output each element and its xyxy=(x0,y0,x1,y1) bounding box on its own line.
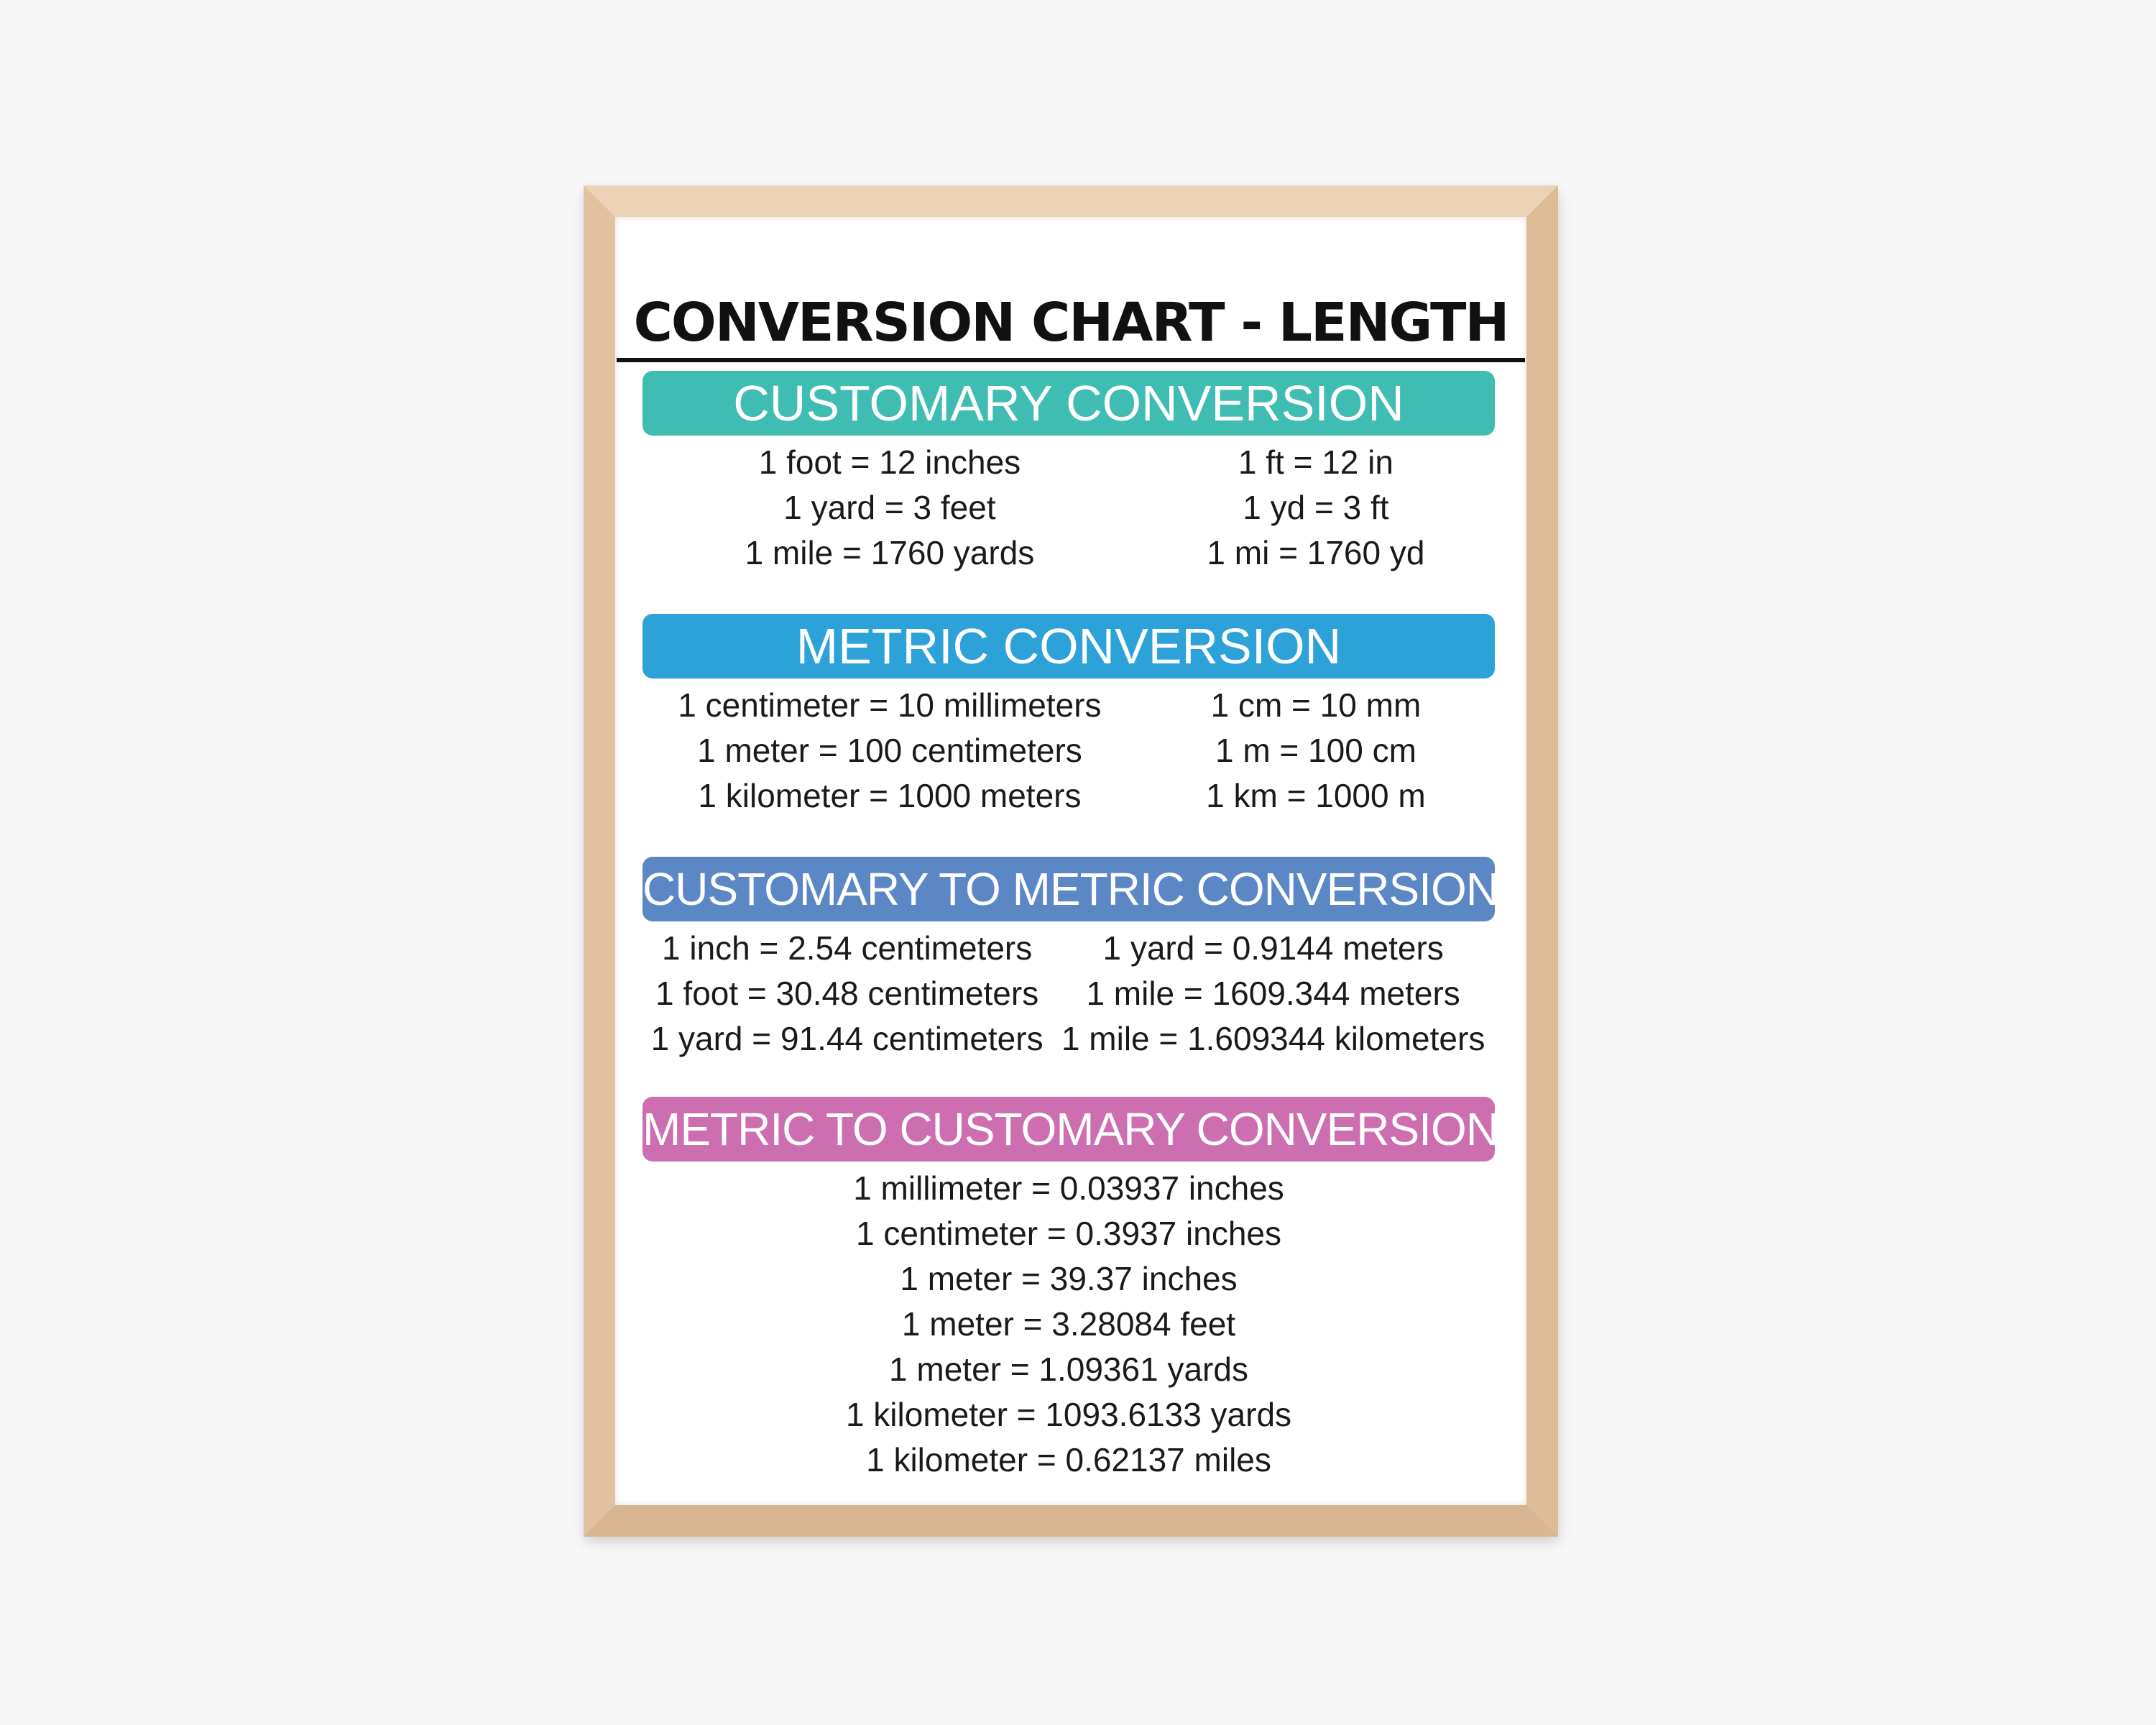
table-row xyxy=(642,926,1495,971)
section-lines xyxy=(642,1166,1495,1483)
conversion-right: 1 yard = 0.9144 meters xyxy=(1102,929,1444,967)
table-row xyxy=(642,683,1495,728)
conversion-long: 1 centimeter = 10 millimeters xyxy=(678,686,1102,724)
conversion-long: 1 kilometer = 1000 meters xyxy=(698,777,1082,814)
conversion-short: 1 m = 100 cm xyxy=(1215,732,1416,769)
section-rows xyxy=(642,440,1495,576)
conversion-left: 1 foot = 30.48 centimeters xyxy=(655,975,1039,1012)
conversion-long: 1 yard = 3 feet xyxy=(783,489,996,526)
section-metric-to-customary xyxy=(642,1097,1498,1483)
title-underline xyxy=(617,358,1525,362)
conversion-left: 1 yard = 91.44 centimeters xyxy=(650,1020,1044,1057)
list-item: 1 kilometer = 1093.6133 yards xyxy=(845,1396,1292,1433)
table-row xyxy=(642,530,1495,576)
table-row xyxy=(642,1016,1495,1062)
section-customary xyxy=(642,371,1495,576)
conversion-right: 1 mile = 1609.344 meters xyxy=(1086,975,1460,1012)
poster xyxy=(615,217,1526,1505)
conversion-right: 1 mile = 1.609344 kilometers xyxy=(1061,1020,1485,1057)
poster-title: CONVERSION CHART - LENGTH xyxy=(633,292,1508,354)
conversion-left: 1 inch = 2.54 centimeters xyxy=(662,929,1033,967)
table-row xyxy=(642,728,1495,773)
list-item: 1 kilometer = 0.62137 miles xyxy=(866,1441,1271,1478)
section-rows xyxy=(642,683,1495,819)
section-heading-customary: CUSTOMARY CONVERSION xyxy=(642,371,1495,436)
list-item: 1 centimeter = 0.3937 inches xyxy=(856,1215,1281,1252)
conversion-long: 1 mile = 1760 yards xyxy=(745,534,1035,571)
list-item: 1 meter = 3.28084 feet xyxy=(901,1305,1236,1343)
list-item: 1 millimeter = 0.03937 inches xyxy=(853,1169,1284,1207)
wooden-picture-frame xyxy=(584,185,1558,1537)
table-row xyxy=(642,440,1495,485)
conversion-short: 1 mi = 1760 yd xyxy=(1207,534,1425,571)
section-metric xyxy=(642,614,1495,819)
table-row xyxy=(642,971,1495,1016)
section-heading-customary-to-metric: CUSTOMARY TO METRIC CONVERSION xyxy=(642,857,1495,921)
table-row xyxy=(642,773,1495,819)
section-rows xyxy=(642,926,1495,1062)
conversion-short: 1 km = 1000 m xyxy=(1206,777,1426,814)
conversion-short: 1 yd = 3 ft xyxy=(1243,489,1389,526)
conversion-long: 1 meter = 100 centimeters xyxy=(697,732,1082,769)
section-heading-metric-to-customary: METRIC TO CUSTOMARY CONVERSION xyxy=(642,1097,1495,1162)
conversion-long: 1 foot = 12 inches xyxy=(758,443,1021,481)
section-customary-to-metric xyxy=(642,857,1498,1062)
conversion-short: 1 ft = 12 in xyxy=(1238,443,1393,481)
conversion-short: 1 cm = 10 mm xyxy=(1210,686,1422,724)
table-row xyxy=(642,485,1495,530)
section-heading-metric: METRIC CONVERSION xyxy=(642,614,1495,678)
list-item: 1 meter = 39.37 inches xyxy=(900,1260,1238,1297)
list-item: 1 meter = 1.09361 yards xyxy=(889,1351,1248,1388)
